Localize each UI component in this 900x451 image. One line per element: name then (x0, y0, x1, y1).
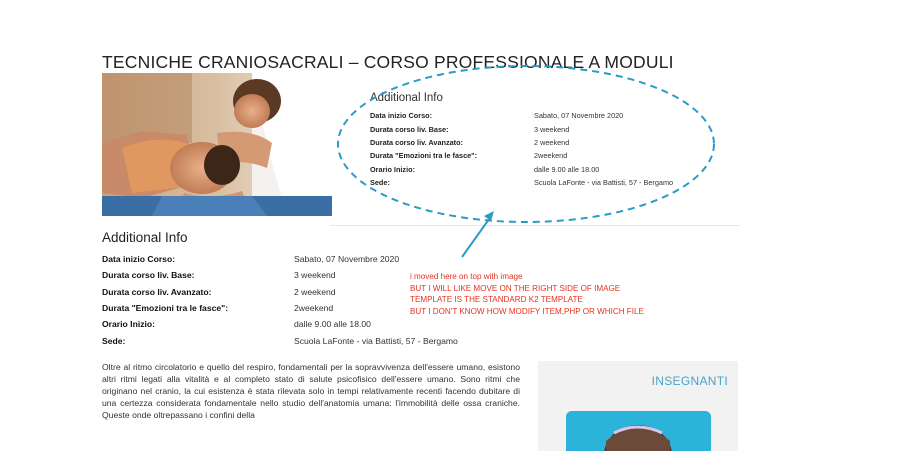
info-value: Sabato, 07 Novembre 2020 (294, 254, 400, 265)
info-row (102, 251, 522, 267)
teacher-photo[interactable] (566, 411, 711, 451)
info-value: 2weekend (294, 303, 334, 314)
info-value: 3 weekend (294, 270, 336, 281)
info-value: 2 weekend (534, 137, 570, 147)
info-label: Durata corso liv. Base: (370, 124, 449, 134)
info-value: 3 weekend (534, 124, 570, 134)
annotation-line: BUT I WILL LIKE MOVE ON THE RIGHT SIDE OF IMAGE (410, 283, 621, 293)
info-row (370, 122, 710, 135)
info-label: Orario Inizio: (370, 164, 415, 174)
teachers-heading: INSEGNANTI (651, 374, 728, 388)
additional-info-preview-heading: Additional Info (370, 92, 443, 104)
info-row (102, 332, 522, 348)
annotation-line: TEMPLATE IS THE STANDARD K2 TEMPLATE (410, 295, 583, 305)
info-value: Scuola LaFonte - via Battisti, 57 - Bergamo (534, 178, 674, 188)
course-photo (102, 73, 332, 216)
info-label: Durata "Emozioni tra le fasce": (102, 303, 229, 314)
info-label: Sede: (102, 335, 126, 346)
article-paragraph: Oltre al ritmo circolatorio e quello del respiro, fondamentali per la sopravvivenza dell'essere umano, esistono altri ritmi legati alla vitalità e al completo stato di salute psicofisico dell'essere umano. Sono ritmi che originano nel cranio, la cui esistenza è stata rilevata solo in tempi relativamente recenti facendo dubitare di una certezza considerata fondamentale nello studio dell'anatomia umana: l'immobilità delle ossa craniche. Queste onde oltrepassano i confini della (102, 362, 520, 421)
info-label: Orario Inizio: (102, 319, 155, 330)
info-value: Sabato, 07 Novembre 2020 (534, 111, 624, 121)
info-label: Sede: (370, 178, 390, 188)
teacher-portrait-image (566, 411, 711, 451)
teachers-module (538, 361, 738, 451)
annotation-line: BUT I DON'T KNOW HOW MODIFY ITEM,PHP OR WHICH FILE (410, 306, 644, 316)
info-row (102, 316, 522, 332)
info-row (370, 176, 710, 189)
info-value: dalle 9.00 alle 18.00 (534, 164, 600, 174)
info-label: Durata corso liv. Avanzato: (102, 286, 212, 297)
additional-info-preview (370, 92, 710, 189)
info-row (370, 109, 710, 122)
info-label: Durata corso liv. Avanzato: (370, 137, 463, 147)
info-row (370, 149, 710, 162)
annotation-arrowhead (484, 211, 494, 221)
info-row (370, 163, 710, 176)
info-label: Durata "Emozioni tra le fasce": (370, 151, 478, 161)
article-body (102, 361, 520, 421)
info-value: dalle 9.00 alle 18.00 (294, 319, 371, 330)
info-label: Durata corso liv. Base: (102, 270, 195, 281)
additional-info-heading: Additional Info (102, 230, 188, 245)
annotation-line: i moved here on top with image (410, 272, 523, 281)
info-value: 2 weekend (294, 286, 336, 297)
info-label: Data inizio Corso: (370, 111, 433, 121)
info-label: Data inizio Corso: (102, 254, 176, 265)
info-value: 2weekend (534, 151, 568, 161)
craniosacral-treatment-image (102, 73, 332, 216)
page-title: TECNICHE CRANIOSACRALI – CORSO PROFESSIONALE A MODULI (102, 51, 674, 72)
info-value: Scuola LaFonte - via Battisti, 57 - Bergamo (294, 335, 458, 346)
annotation-note (410, 271, 644, 317)
info-row (370, 136, 710, 149)
divider (330, 225, 740, 226)
